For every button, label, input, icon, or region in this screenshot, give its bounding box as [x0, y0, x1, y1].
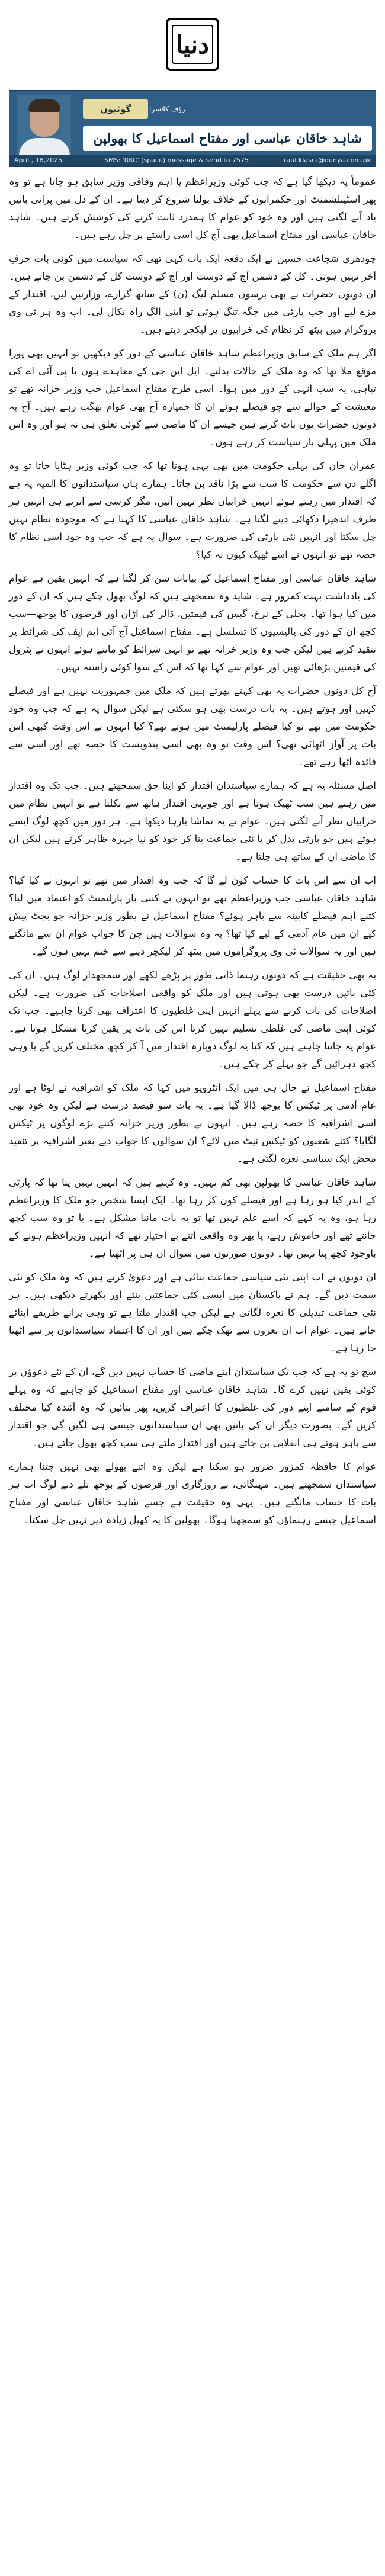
article-paragraph: مفتاح اسماعیل نے حال ہی میں ایک انٹرویو میں کہا کہ ملک کو اشرافیہ نے لوٹا ہے اور عام آدمی پر ٹیکس کا بوجھ ڈالا گیا ہے۔ یہ بات سو فیصد درست ہے لیکن وہ خود بھی اسی اشرافیہ کا حصہ رہے ہیں۔ انہوں نے بطور وزیر خزانہ کتنے بڑے لوگوں پر ٹیکس لگایا؟ کتنے شعبوں کو ٹیکس نیٹ میں لائے؟ ان سوالوں کا جواب دیے بغیر اشرافیہ پر تنقید محض ایک سیاسی نعرہ لگتی ہے۔ — [9, 1082, 376, 1164]
article-paragraph: سچ تو یہ ہے کہ جب تک سیاستدان اپنے ماضی کا حساب نہیں دیں گے، ان کے نئے دعوؤں پر کوئی یقین نہیں کرے گا۔ شاہد خاقان عباسی اور مفتاح اسماعیل کو چاہیے کہ وہ پہلے قوم کے سامنے اپنے دور کی غلطیوں کا اعتراف کریں، پھر بتائیں کہ وہ آئندہ کیا مختلف کریں گے۔ بصورت دیگر ان کی باتیں بھی ان سیاستدانوں جیسی ہی لگیں گی جو اقتدار سے باہر ہوتے ہی انقلابی بن جاتے ہیں اور اقتدار ملتے ہی سب کچھ بھول جاتے ہیں۔ — [9, 1366, 376, 1448]
publish-date: April , 18,2025 — [14, 156, 63, 164]
article-paragraph: شاہد خاقان عباسی کا بھولپن بھی کم نہیں۔ وہ کہتے ہیں کہ انہیں نہیں پتا تھا کہ پارٹی کے اندر کیا ہو رہا ہے اور فیصلے کون کر رہا تھا۔ ایک ایسا شخص جو ملک کا وزیراعظم رہا ہو، وہ یہ کہے کہ اسے علم نہیں تھا تو یہ بات ماننا مشکل ہے۔ یا تو وہ سب کچھ جانتے تھے اور خاموش رہے، یا پھر وہ واقعی اتنے بے اختیار تھے کہ انہیں وزیراعظم ہونے کے باوجود کچھ پتا نہیں تھا۔ دونوں صورتوں میں سوال ان ہی پر اٹھتا ہے۔ — [9, 1177, 376, 1259]
article-headline: شاہد خاقان عباسی اور مفتاح اسماعیل کا بھولپن — [83, 126, 372, 151]
article-paragraph: اگر ہم ملک کے سابق وزیراعظم شاہد خاقان عباسی کے دور کو دیکھیں تو انہیں بھی پورا موقع ملا تھا کہ وہ ملک کے حالات بدلتے۔ ایل این جی کے معاہدے ہوں یا پی آئی اے کی تباہی، یہ سب انہی کے دور میں ہوا۔ اسی طرح مفتاح اسماعیل جب وزیر خزانہ تھے تو معیشت کے حوالے سے جو فیصلے ہوئے ان کا خمیازہ آج بھی عوام بھگت رہے ہیں۔ آج یہ دونوں حضرات یوں بات کرتے ہیں جیسے ان کا ماضی سے کوئی تعلق ہی نہ ہو اور وہ اس ملک میں پہلی بار سیاست کر رہے ہوں۔ — [9, 348, 376, 448]
article-paragraph: اب ان سے اس بات کا حساب کون لے گا کہ جب وہ اقتدار میں تھے تو انہوں نے کیا کیا؟ شاہد خاقان عباسی جب وزیراعظم تھے تو انہوں نے کتنی بار پارلیمنٹ کو اعتماد میں لیا؟ کتنے اہم فیصلے کابینہ سے باہر ہوئے؟ مفتاح اسماعیل نے بطور وزیر خزانہ جو بجٹ پیش کیے ان میں عام آدمی کے لیے کیا تھا؟ یہ وہ سوالات ہیں جن کا جواب عوام ان سے مانگتے ہیں اور یہ سوالات ٹی وی پروگراموں میں بیٹھ کر لیکچر دینے سے ختم نہیں ہوں گے۔ — [9, 875, 376, 957]
newspaper-logo[interactable] — [166, 18, 219, 71]
article-paragraph: عموماً یہ دیکھا گیا ہے کہ جب کوئی وزیراعظم یا اہم وفاقی وزیر سابق ہو جاتا ہے تو وہ پھر اسٹیبلشمنٹ اور حکمرانوں کے خلاف بولنا شروع کر دیتا ہے۔ ان کے دل میں پرانی باتیں یاد آنے لگتی ہیں اور وہ خود کو عوام کا ہمدرد ثابت کرنے کی کوشش کرتے ہیں۔ شاہد خاقان عباسی اور مفتاح اسماعیل بھی آج کل اسی راستے پر چل رہے ہیں۔ — [9, 176, 376, 240]
article-paragraph: عوام کا حافظہ کمزور ضرور ہو سکتا ہے لیکن وہ اتنے بھولے بھی نہیں جتنا ہمارے سیاستدان سمجھتے ہیں۔ مہنگائی، بے روزگاری اور قرضوں کے بوجھ تلے دبے لوگ اب ہر بات کا حساب مانگتے ہیں۔ یہی وہ حقیقت ہے جسے شاہد خاقان عباسی اور مفتاح اسماعیل جیسے رہنماؤں کو سمجھنا ہوگا۔ بھولپن کا یہ کھیل زیادہ دیر نہیں چل سکتا۔ — [9, 1461, 376, 1525]
article-paragraph: ان دونوں نے اب اپنی نئی سیاسی جماعت بنائی ہے اور دعویٰ کرتے ہیں کہ وہ ملک کو نئی سمت دیں گے۔ ہم نے پاکستان میں ایسی کئی جماعتیں بنتے اور بکھرتے دیکھی ہیں۔ ہر نئی جماعت تبدیلی کا نعرہ لگاتی ہے لیکن جب اقتدار ملتا ہے تو وہی پرانے طریقے اپنائے جاتے ہیں۔ عوام اب ان نعروں سے تھک چکے ہیں اور ان کا اعتماد سیاستدانوں پر سے اٹھتا جا رہا ہے۔ — [9, 1271, 376, 1354]
sms-info: SMS: 'RKC' (space) message & send to 7575 — [104, 156, 249, 164]
article-paragraph: شاہد خاقان عباسی اور مفتاح اسماعیل کے بیانات سن کر لگتا ہے کہ انہیں یقین ہے عوام کی یادداشت بہت کمزور ہے۔ شاید وہ سمجھتے ہیں کہ لوگ بھول چکے ہیں کہ ان کے دور میں کیا ہوا تھا۔ بجلی کے نرخ، گیس کی قیمتیں، ڈالر کی اڑان اور قرضوں کا بوجھ—سب کچھ ان کے دور کی پالیسیوں کا تسلسل ہے۔ مفتاح اسماعیل آج آئی ایم ایف کی شرائط پر تنقید کرتے ہیں لیکن جب وہ وزیر خزانہ تھے تو انہی شرائط کو مانتے ہوئے انہوں نے پٹرول کی قیمتیں بڑھائی تھیں اور عوام سے کہا تھا کہ اس کے سوا کوئی راستہ نہیں۔ — [9, 573, 376, 673]
article-paragraph: چودھری شجاعت حسین نے ایک دفعہ ایک بات کہی تھی کہ سیاست میں کوئی بات حرفِ آخر نہیں ہوتی۔ کل کے دشمن آج کے دوست اور آج کے دوست کل کے دشمن بن جاتے ہیں۔ ان دونوں حضرات نے بھی برسوں مسلم لیگ (ن) کے ساتھ گزارے، وزارتیں لیں، اقتدار کے مزے لیے اور جب پارٹی میں جگہ تنگ ہوئی تو اپنی الگ راہ نکال لی۔ اب وہ ہر ٹی وی پروگرام میں بیٹھ کر نظام کی خرابیوں پر لیکچر دیتے ہیں۔ — [9, 253, 376, 335]
article-paragraph: اصل مسئلہ یہ ہے کہ ہمارے سیاستدان اقتدار کو اپنا حق سمجھتے ہیں۔ جب تک وہ اقتدار میں رہتے ہیں سب ٹھیک ہوتا ہے اور جونہی اقتدار ہاتھ سے نکلتا ہے تو انہیں نظام میں خرابیاں نظر آنے لگتی ہیں۔ عوام نے یہ تماشا بارہا دیکھا ہے۔ ہر دور میں کچھ لوگ ایسے ہوتے ہیں جو پارٹی بدل کر یا نئی جماعت بنا کر خود کو نیا چہرہ ظاہر کرتے ہیں لیکن ان کا ماضی ان کے ساتھ ہی چلتا ہے۔ — [9, 780, 376, 862]
author-email[interactable]: rauf.klasra@dunya.com.pk — [284, 156, 371, 164]
logo-text: دنیا — [172, 25, 213, 64]
article-paragraph: یہ بھی حقیقت ہے کہ دونوں رہنما ذاتی طور پر پڑھے لکھے اور سمجھدار لوگ ہیں۔ ان کی کئی باتیں درست بھی ہوتی ہیں اور ملک کو واقعی اصلاحات کی ضرورت ہے۔ لیکن اصلاحات کی بات کرنے سے پہلے انہیں اپنی غلطیوں کا اعتراف بھی کرنا چاہیے۔ جب تک کوئی اپنی ماضی کی غلطی تسلیم نہیں کرتا اس کی بات پر یقین کرنا مشکل ہوتا ہے۔ عوام یہ جاننا چاہتے ہیں کہ کیا یہ لوگ دوبارہ اقتدار میں آ کر کچھ مختلف کریں گے یا وہی کچھ دہرائیں گے جو پہلے کر چکے ہیں۔ — [9, 969, 376, 1069]
meta-row — [9, 155, 376, 166]
article-paragraph: آج کل دونوں حضرات یہ بھی کہتے پھرتے ہیں کہ ملک میں جمہوریت نہیں ہے اور فیصلے کہیں اور ہوتے ہیں۔ یہ بات درست بھی ہو سکتی ہے لیکن سوال یہ ہے کہ جب وہ خود حکومت میں تھے تو کیا فیصلے پارلیمنٹ میں ہوتے تھے؟ کیا انہوں نے اس وقت کبھی اس بات پر آواز اٹھائی تھی؟ اس وقت تو وہ بھی اسی بندوبست کا حصہ تھے اور اسی سے فائدہ اٹھا رہے تھے۔ — [9, 685, 376, 767]
author-photo-hair — [28, 99, 60, 112]
author-name: رؤف کلاسرا — [149, 105, 185, 113]
column-name-badge: گوئیوں — [83, 99, 148, 119]
masthead — [0, 0, 385, 89]
article-body — [9, 173, 376, 2565]
column-banner — [9, 90, 376, 167]
article-paragraph: عمران خان کی پہلی حکومت میں بھی یہی ہوتا تھا کہ جب کوئی وزیر ہٹایا جاتا تو وہ اگلے دن سے حکومت کا سب سے بڑا ناقد بن جاتا۔ ہمارے ہاں سیاستدانوں کا المیہ یہ ہے کہ اقتدار میں رہتے ہوئے انہیں خرابیاں نظر نہیں آتیں، مگر کرسی سے اترتے ہی انہیں ہر طرف اندھیرا دکھائی دینے لگتا ہے۔ شاہد خاقان عباسی کا کہنا ہے کہ موجودہ نظام نہیں چل سکتا اور انہیں نئی پارٹی کی ضرورت ہے۔ سوال یہ ہے کہ جب وہ خود اسی نظام کا حصہ تھے تو انہوں نے اسے ٹھیک کیوں نہ کیا؟ — [9, 460, 376, 560]
author-photo — [17, 95, 71, 162]
